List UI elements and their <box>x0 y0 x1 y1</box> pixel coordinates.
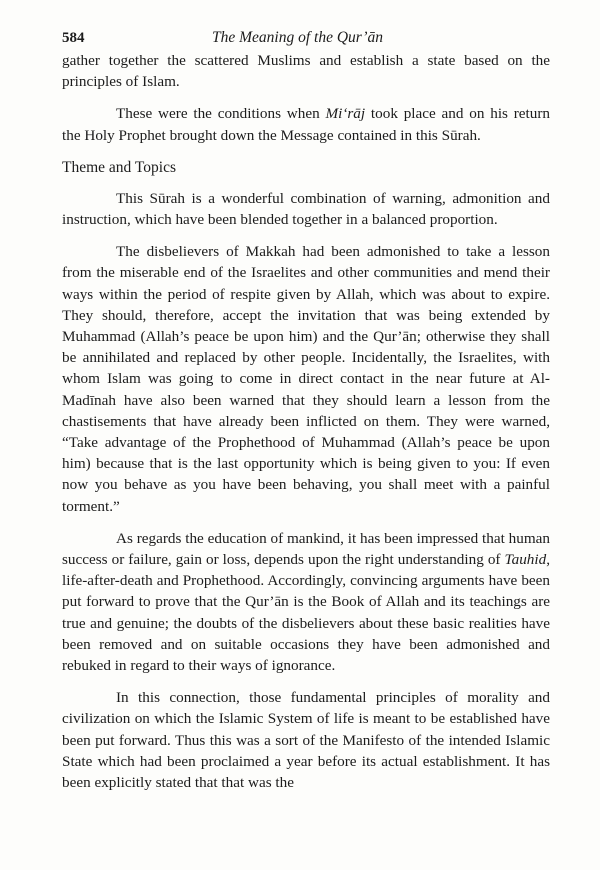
paragraph-text: These were the conditions when <box>116 105 326 123</box>
page-number: 584 <box>62 30 85 46</box>
term-miraj: Mi‘rāj <box>325 105 366 123</box>
paragraph-continuation: gather together the scattered Muslims and establish a state based on the principles of Islam. <box>62 52 550 91</box>
page-header <box>62 24 550 50</box>
section-heading: Theme and Topics <box>62 158 176 176</box>
paragraph-principles: In this connection, those fundamental principles of morality and civilization on which the Islamic System of life is meant to be established have been put forward. Thus this was a sort of the Manifesto of the intended Islamic State which had been proclaimed a year before its actual establishment. It has been explicitly stated that that was the <box>62 689 550 792</box>
paragraph-miraj <box>62 103 550 145</box>
paragraph-education <box>62 528 550 676</box>
paragraph-text: took place and on his return the Holy Prophet brought down the Message contained in this Sūrah. <box>62 105 551 144</box>
paragraph-intro: This Sūrah is a wonderful combination of warning, admonition and instruction, which have been blended together in a balanced proportion. <box>62 189 550 229</box>
paragraph-text: As regards the education of mankind, it has been impressed that human success or failure, gain or loss, depends upon the right understanding of <box>62 529 550 569</box>
term-tauhid: Tauhid <box>504 551 547 569</box>
paragraph-text: , life-after-death and Prophethood. Accordingly, convincing arguments have been put forward to prove that the Qur’ān is the Book of Allah and its teachings are true and genuine; the doubts of the disbelievers about these basic realities have been removed and on suitable occasions they have been admonished and rebuked in regard to their ways of ignorance. <box>62 551 550 675</box>
running-title: The Meaning of the Qur’ān <box>212 29 384 46</box>
page-body <box>62 50 550 793</box>
paragraph-disbelievers: The disbelievers of Makkah had been admonished to take a lesson from the miserable end of the Israelites and other communities and mend their ways within the period of respite given by Allah, which was about to expire. They should, therefore, accept the invitation that was being extended by Muhammad (Allah’s peace be upon him) and the Qur’ān; otherwise they shall be annihilated and replaced by other people. Incidentally, the Israelites, with whom Islam was going to come in direct contact in the near future at Al-Madīnah have also been warned that they should learn a lesson from the chastisements that have already been inflicted on them. They were warned, “Take advantage of the Prophethood of Muhammad (Allah’s peace be upon him) because that is the last opportunity which is being given to you: If even now you behave as you have been behaving, you shall meet with a painful torment.” <box>62 243 550 515</box>
